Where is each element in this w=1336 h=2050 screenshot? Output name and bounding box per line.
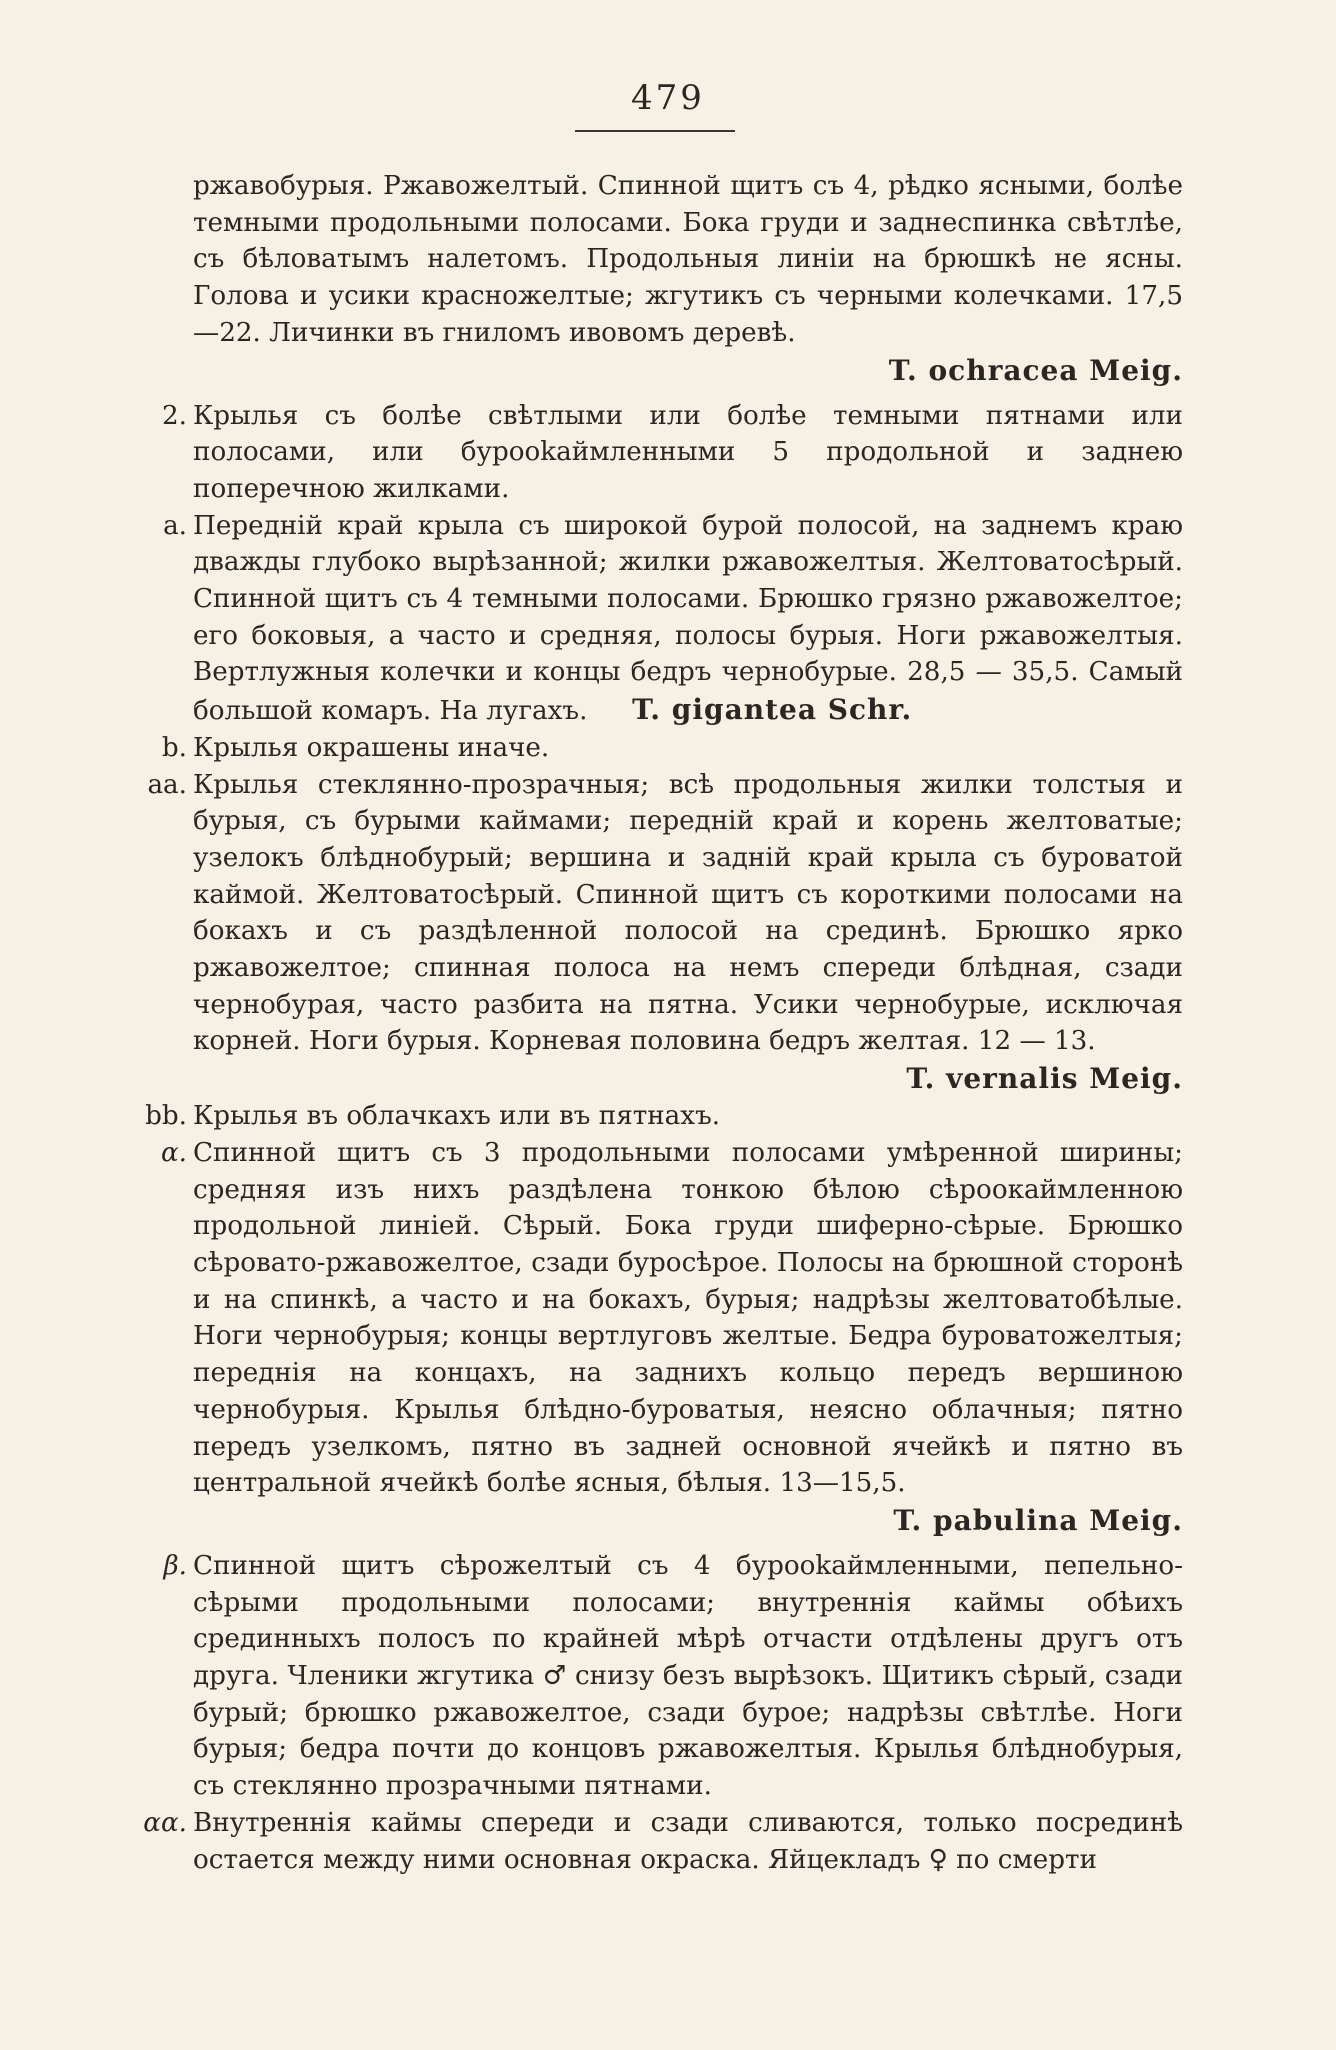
entry-beta: [163, 1548, 1183, 1805]
page-number-rule: [575, 130, 735, 132]
species-name: T. gigantea Schr.: [632, 693, 913, 727]
species-name: T. vernalis Meig.: [906, 1062, 1183, 1096]
entry-text: ржавобурыя. Ржавожелтый. Спинной щитъ съ 4, рѣдко ясными, болѣе темными продольными полосами. Бока груди и заднеспинка свѣтлѣе, съ бѣловатымъ налетомъ. Продольныя линіи на брюшкѣ не ясны. Голова и усики красножелтые; жгутикъ съ черными колечками. 17,5—22. Личинки въ гниломъ ивовомъ деревѣ.: [193, 171, 1183, 348]
entry-marker: aa.: [147, 769, 187, 800]
entry-marker: β.: [163, 1550, 187, 1581]
entry-a: [163, 508, 1183, 730]
entry-aa: [147, 767, 1183, 1061]
entry-text: Спинной щитъ съ 3 продольными полосами умѣренной ширины; средняя изъ нихъ раздѣлена тонкою бѣлою сѣроокаймленною продольной линіей. Сѣрый. Бока груди шиферно-сѣрые. Брюшко сѣровато-ржавожелтое, сзади буросѣрое. Полосы на брюшной сторонѣ и на спинкѣ, а часто и на бокахъ, бурыя; надрѣзы желтоватобѣлые. Ноги чернобурыя; концы вертлуговъ желтые. Бедра буроватожелтыя; переднія на концахъ, на заднихъ кольцо передъ вершиною чернобурыя. Крылья блѣдно-буроватыя, неясно облачныя; пятно передъ узелкомъ, пятно въ задней основной ячейкѣ и пятно въ центральной ячейкѣ болѣе ясныя, бѣлыя. 13—15,5.: [193, 1137, 1183, 1499]
entry-alpha-alpha: [143, 1805, 1183, 1878]
entry-marker: αα.: [143, 1807, 187, 1838]
entry-marker: b.: [161, 732, 187, 763]
entry-text: Передній край крыла съ широкой бурой полосой, на заднемъ краю дважды глубоко вырѣзанной; жилки ржавожелтыя. Желтоватосѣрый. Спинной щитъ съ 4 темными полосами. Брюшко грязно ржавожелтое; его боковыя, а часто и средняя, полосы бурыя. Ноги ржавожелтыя. Вертлужныя колечки и концы бедръ чернобурые. 28,5 — 35,5. Самый большой комаръ. На лугахъ.: [193, 510, 1183, 727]
entry-text: Крылья въ облачкахъ или въ пятнахъ.: [193, 1101, 721, 1132]
entry-b: [161, 730, 1183, 767]
entry-text: Крылья стеклянно-прозрачныя; всѣ продольныя жилки толстыя и бурыя, съ бурыми каймами; передній край и корень желтоватые; узелокъ блѣднобурый; вершина и задній край крыла съ буроватой каймой. Желтоватосѣрый. Спинной щитъ съ короткими полосами на бокахъ и съ раздѣленной полосой на срединѣ. Брюшко ярко ржавожелтое; спинная полоса на немъ спереди блѣдная, сзади чернобурая, часто разбита на пятна. Усики чернобурые, исключая корней. Ноги бурыя. Корневая половина бедръ желтая. 12 — 13.: [193, 769, 1183, 1057]
entry-text: Внутреннія каймы спереди и сзади сливаются, только посрединѣ остается между ними основная окраска. Яйцекладъ ♀ по смерти: [193, 1807, 1183, 1875]
entry-alpha: [160, 1135, 1183, 1502]
entry-text: Крылья окрашены иначе.: [193, 732, 550, 763]
species-name: T. ochracea Meig.: [888, 353, 1183, 387]
entry-marker: 2.: [162, 400, 187, 431]
page-number: 479: [631, 78, 705, 118]
entry-marker: α.: [160, 1137, 187, 1168]
entry-text: Крылья съ болѣе свѣтлыми или болѣе темными пятнами или полосами, или бурookаймленными 5 продольной и заднею поперечною жилками.: [193, 400, 1183, 504]
entry-bb: [145, 1098, 1183, 1135]
entry-marker: bb.: [145, 1101, 187, 1132]
entry-text: Спинной щитъ сѣрожелтый съ 4 бурookаймленными, пепельно-сѣрыми продольными полосами; внутреннія каймы обѣихъ срединныхъ полосъ по крайней мѣрѣ отчасти отдѣлены другъ отъ друга. Членики жгутика ♂ снизу безъ вырѣзокъ. Щитикъ сѣрый, сзади бурый; брюшко ржавожелтое, сзади бурое; надрѣзы свѣтлѣе. Ноги бурыя; бедра почти до концовъ ржавожелтыя. Крылья блѣднобурыя, съ стеклянно прозрачными пятнами.: [193, 1550, 1183, 1802]
species-name: T. pabulina Meig.: [893, 1503, 1183, 1537]
entry-continued: [193, 168, 1183, 352]
body-text: [143, 168, 1183, 1878]
entry-marker: a.: [163, 510, 187, 541]
entry-2: [162, 398, 1183, 508]
